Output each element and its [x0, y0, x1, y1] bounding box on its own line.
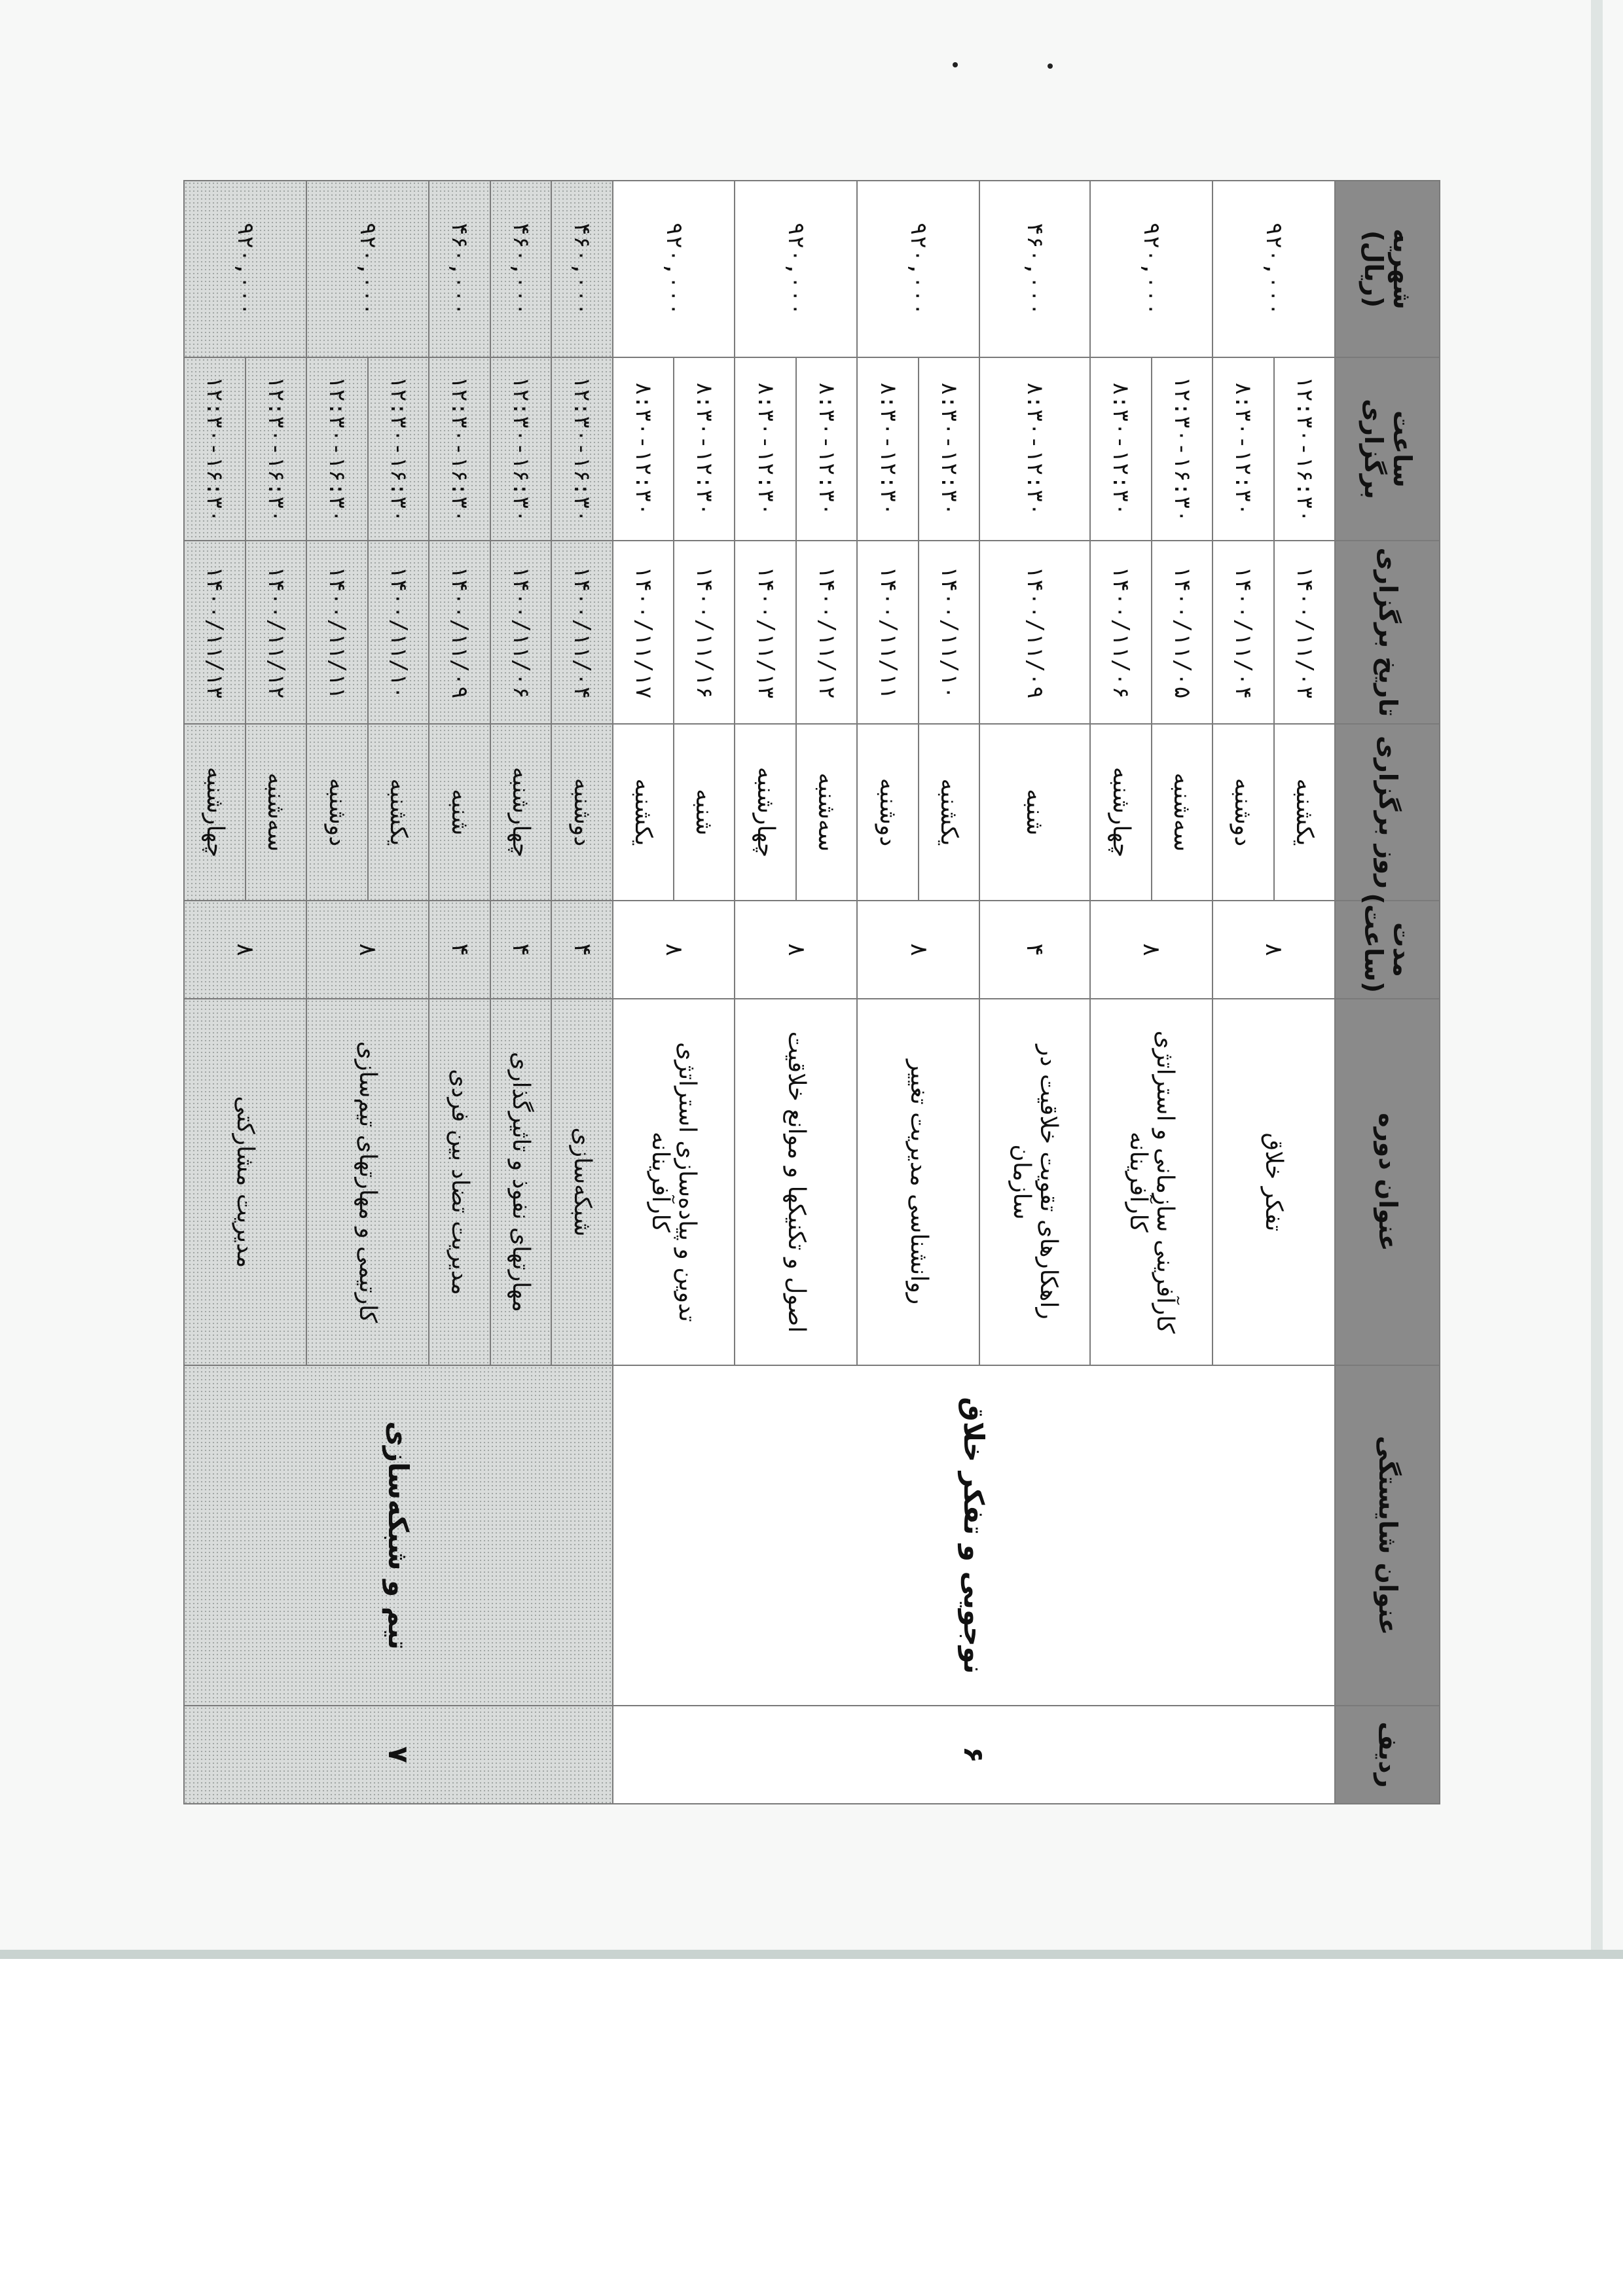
- header-duration: مدت (ساعت): [1335, 901, 1440, 999]
- session-day: یکشنبه: [1274, 724, 1335, 901]
- session-date: ۱۴۰۰/۱۱/۱۳: [184, 541, 246, 724]
- session-day: یکشنبه: [919, 724, 979, 901]
- session-time: ۸:۳۰-۱۲:۳۰: [796, 357, 857, 541]
- header-date: تاریخ برگزاری: [1335, 541, 1440, 724]
- session-time: ۱۲:۳۰-۱۶:۳۰: [551, 357, 612, 541]
- course-fee: ۴۶۰,۰۰۰: [429, 181, 490, 357]
- header-fee: شهریه (ریال): [1335, 181, 1440, 357]
- header-course: عنوان دوره: [1335, 999, 1440, 1365]
- session-date: ۱۴۰۰/۱۱/۰۴: [551, 541, 612, 724]
- course-duration: ۸: [1213, 901, 1335, 999]
- row-number: ۷: [184, 1706, 613, 1804]
- session-date: ۱۴۰۰/۱۱/۰۹: [979, 541, 1090, 724]
- session-date: ۱۴۰۰/۱۱/۱۱: [857, 541, 918, 724]
- session-day: چهارشنبه: [490, 724, 551, 901]
- session-day: دوشنبه: [551, 724, 612, 901]
- session-day: چهارشنبه: [735, 724, 795, 901]
- course-duration: ۸: [1090, 901, 1213, 999]
- header-time: ساعت برگزاری: [1335, 357, 1440, 541]
- session-date: ۱۴۰۰/۱۱/۱۲: [246, 541, 306, 724]
- session-day: سه‌شنبه: [1152, 724, 1213, 901]
- course-fee: ۴۶۰,۰۰۰: [551, 181, 612, 357]
- session-time: ۸:۳۰-۱۲:۳۰: [735, 357, 795, 541]
- session-time: ۱۲:۳۰-۱۶:۳۰: [306, 357, 367, 541]
- session-time: ۸:۳۰-۱۲:۳۰: [919, 357, 979, 541]
- session-time: ۱۲:۳۰-۱۶:۳۰: [184, 357, 246, 541]
- session-date: ۱۴۰۰/۱۱/۰۶: [1090, 541, 1151, 724]
- session-time: ۸:۳۰-۱۲:۳۰: [1213, 357, 1273, 541]
- session-day: سه‌شنبه: [246, 724, 306, 901]
- session-date: ۱۴۰۰/۱۱/۰۳: [1274, 541, 1335, 724]
- course-fee: ۹۲۰,۰۰۰: [306, 181, 429, 357]
- session-date: ۱۴۰۰/۱۱/۱۰: [919, 541, 979, 724]
- session-date: ۱۴۰۰/۱۱/۰۵: [1152, 541, 1213, 724]
- program-title: نوجویی و تفکر خلاق: [613, 1365, 1335, 1706]
- header-day: روز برگزاری: [1335, 724, 1440, 901]
- course-duration: ۴: [551, 901, 612, 999]
- course-duration: ۸: [306, 901, 429, 999]
- course-duration: ۸: [613, 901, 735, 999]
- session-date: ۱۴۰۰/۱۱/۱۷: [613, 541, 674, 724]
- session-day: شنبه: [429, 724, 490, 901]
- course-title: کارتیمی و مهارتهای تیم‌سازی: [306, 999, 429, 1365]
- course-title: روانشناسی مدیریت تغییر: [857, 999, 979, 1365]
- course-title: مدیریت تضاد بین فردی: [429, 999, 490, 1365]
- session-time: ۱۲:۳۰-۱۶:۳۰: [1274, 357, 1335, 541]
- session-time: ۸:۳۰-۱۲:۳۰: [979, 357, 1090, 541]
- course-title: مهارتهای نفوذ و تاثیرگذاری: [490, 999, 551, 1365]
- session-date: ۱۴۰۰/۱۱/۰۹: [429, 541, 490, 724]
- session-date: ۱۴۰۰/۱۱/۰۴: [1213, 541, 1273, 724]
- course-fee: ۴۶۰,۰۰۰: [490, 181, 551, 357]
- header-row: [1335, 181, 1440, 1804]
- session-day: دوشنبه: [1213, 724, 1273, 901]
- session-day: سه‌شنبه: [796, 724, 857, 901]
- header-program: عنوان شایستگی: [1335, 1365, 1440, 1706]
- program-title: تیم و شبکه‌سازی: [184, 1365, 613, 1706]
- course-schedule-table: [183, 180, 1440, 1804]
- session-time: ۸:۳۰-۱۲:۳۰: [857, 357, 918, 541]
- course-fee: ۹۲۰,۰۰۰: [613, 181, 735, 357]
- session-time: ۱۲:۳۰-۱۶:۳۰: [1152, 357, 1213, 541]
- course-fee: ۹۲۰,۰۰۰: [857, 181, 979, 357]
- session-time: ۱۲:۳۰-۱۶:۳۰: [490, 357, 551, 541]
- session-date: ۱۴۰۰/۱۱/۱۲: [796, 541, 857, 724]
- course-duration: ۴: [490, 901, 551, 999]
- course-duration: ۴: [429, 901, 490, 999]
- table-row: [551, 181, 612, 1804]
- course-duration: ۸: [184, 901, 306, 999]
- speck-dot: [1048, 63, 1053, 69]
- session-day: شنبه: [674, 724, 735, 901]
- course-duration: ۸: [735, 901, 857, 999]
- course-fee: ۹۲۰,۰۰۰: [735, 181, 857, 357]
- session-time: ۱۲:۳۰-۱۶:۳۰: [429, 357, 490, 541]
- course-title: تفکر خلاق: [1213, 999, 1335, 1365]
- course-duration: ۴: [979, 901, 1090, 999]
- course-title: تدوین و پیاده‌سازی استراتژی کارآفرینانه: [613, 999, 735, 1365]
- course-fee: ۴۶۰,۰۰۰: [979, 181, 1090, 357]
- speck-dot: [953, 62, 958, 67]
- header-row-no: ردیف: [1335, 1706, 1440, 1804]
- session-day: چهارشنبه: [184, 724, 246, 901]
- session-time: ۸:۳۰-۱۲:۳۰: [1090, 357, 1151, 541]
- session-day: دوشنبه: [306, 724, 367, 901]
- session-day: دوشنبه: [857, 724, 918, 901]
- session-date: ۱۴۰۰/۱۱/۱۰: [368, 541, 429, 724]
- session-date: ۱۴۰۰/۱۱/۱۶: [674, 541, 735, 724]
- course-title: راهکارهای تقویت خلاقیت در سازمان: [979, 999, 1090, 1365]
- session-day: چهارشنبه: [1090, 724, 1151, 901]
- course-title: مدیریت مشارکتی: [184, 999, 306, 1365]
- course-title: شبکه‌سازی: [551, 999, 612, 1365]
- session-date: ۱۴۰۰/۱۱/۰۶: [490, 541, 551, 724]
- session-time: ۸:۳۰-۱۲:۳۰: [674, 357, 735, 541]
- session-day: یکشنبه: [368, 724, 429, 901]
- course-fee: ۹۲۰,۰۰۰: [184, 181, 306, 357]
- course-title: کارآفرینی سازمانی و استراتژی کارآفرینانه: [1090, 999, 1213, 1365]
- session-time: ۱۲:۳۰-۱۶:۳۰: [246, 357, 306, 541]
- course-fee: ۹۲۰,۰۰۰: [1090, 181, 1213, 357]
- session-day: شنبه: [979, 724, 1090, 901]
- session-time: ۱۲:۳۰-۱۶:۳۰: [368, 357, 429, 541]
- course-fee: ۹۲۰,۰۰۰: [1213, 181, 1335, 357]
- course-duration: ۸: [857, 901, 979, 999]
- scan-edge: [1591, 0, 1603, 1950]
- rotated-table-wrapper: [183, 180, 1440, 1803]
- row-number: ۶: [613, 1706, 1335, 1804]
- table-row: [1274, 181, 1335, 1804]
- session-date: ۱۴۰۰/۱۱/۱۱: [306, 541, 367, 724]
- session-date: ۱۴۰۰/۱۱/۱۳: [735, 541, 795, 724]
- session-day: یکشنبه: [613, 724, 674, 901]
- session-time: ۸:۳۰-۱۲:۳۰: [613, 357, 674, 541]
- course-title: اصول و تکنیکها و موانع خلاقیت: [735, 999, 857, 1365]
